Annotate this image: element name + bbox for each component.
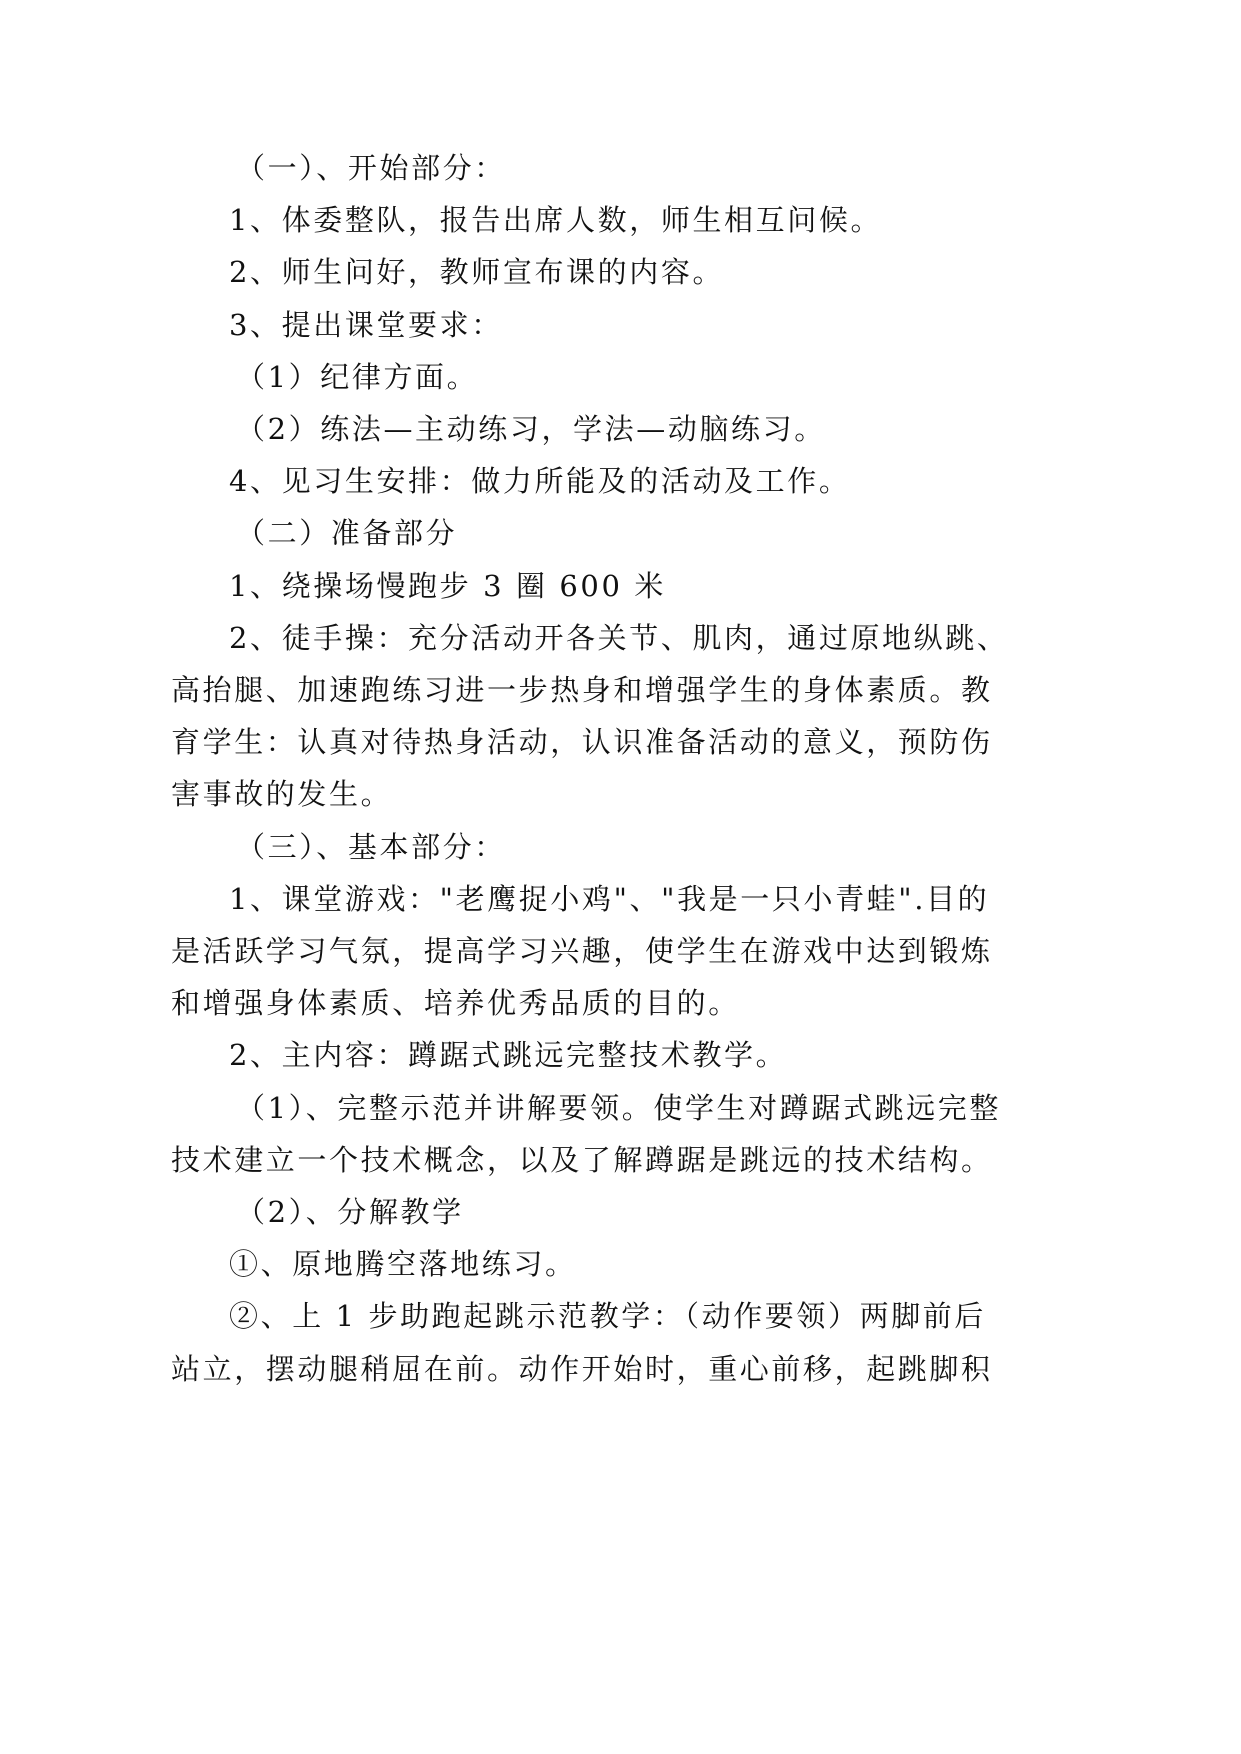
heading-part-three: （三）、基本部分： bbox=[236, 830, 506, 864]
paragraph-line: 高抬腿、加速跑练习进一步热身和增强学生的身体素质。教 bbox=[171, 673, 993, 707]
paragraph-line: 3、提出课堂要求： bbox=[229, 308, 503, 342]
paragraph-line: 2、主内容：蹲踞式跳远完整技术教学。 bbox=[229, 1038, 788, 1072]
paragraph-line: ①、原地腾空落地练习。 bbox=[229, 1247, 577, 1281]
paragraph-line: 技术建立一个技术概念，以及了解蹲踞是跳远的技术结构。 bbox=[171, 1143, 993, 1177]
paragraph-line: 1、课堂游戏："老鹰捉小鸡"、"我是一只小青蛙".目的 bbox=[229, 882, 990, 916]
paragraph-line: 2、师生问好，教师宣布课的内容。 bbox=[229, 255, 725, 289]
paragraph-line: 1、绕操场慢跑步 3 圈 600 米 bbox=[229, 569, 666, 603]
paragraph-line: 站立，摆动腿稍屈在前。动作开始时，重心前移，起跳脚积 bbox=[171, 1352, 993, 1386]
paragraph-line: （1）纪律方面。 bbox=[236, 360, 479, 394]
paragraph-line: 育学生：认真对待热身活动，认识准备活动的意义，预防伤 bbox=[171, 725, 993, 759]
paragraph-line: 2、徒手操：充分活动开各关节、肌肉，通过原地纵跳、 bbox=[229, 621, 1009, 655]
paragraph-line: （1）、完整示范并讲解要领。使学生对蹲踞式跳远完整 bbox=[236, 1091, 1001, 1125]
paragraph-line: （2）、分解教学 bbox=[236, 1195, 464, 1229]
paragraph-line: 1、体委整队，报告出席人数，师生相互问候。 bbox=[229, 203, 883, 237]
heading-part-two: （二）准备部分 bbox=[236, 516, 458, 550]
paragraph-line: 和增强身体素质、培养优秀品质的目的。 bbox=[171, 986, 740, 1020]
paragraph-line: （2）练法—主动练习，学法—动脑练习。 bbox=[236, 412, 826, 446]
paragraph-line: ②、上 1 步助跑起跳示范教学：（动作要领）两脚前后 bbox=[229, 1299, 986, 1333]
heading-part-one: （一）、开始部分： bbox=[236, 151, 506, 185]
paragraph-line: 是活跃学习气氛，提高学习兴趣，使学生在游戏中达到锻炼 bbox=[171, 934, 993, 968]
paragraph-line: 害事故的发生。 bbox=[171, 777, 393, 811]
paragraph-line: 4、见习生安排：做力所能及的活动及工作。 bbox=[229, 464, 851, 498]
